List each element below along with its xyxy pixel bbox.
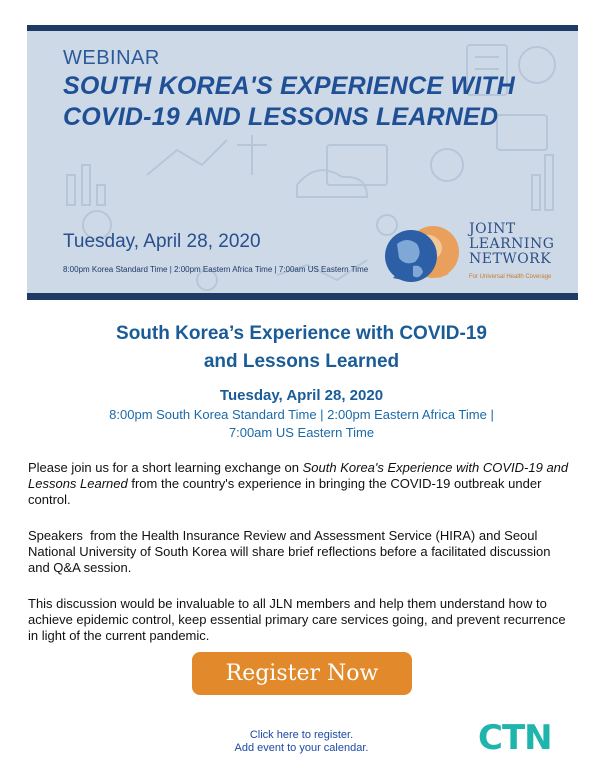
intro-paragraph [28, 460, 573, 508]
ctn-logo: CTN [478, 718, 552, 758]
discussion-paragraph: This discussion would be invaluable to all JLN members and help them understand how to achieve epidemic control, keep essential primary care services going, and prevent recurrence in light of the current pandemic. [28, 596, 566, 643]
headline-line1: South Korea’s Experience with COVID-19 [116, 323, 487, 344]
register-now-button[interactable]: Register Now [192, 652, 412, 695]
event-date: Tuesday, April 28, 2020 [219, 387, 384, 404]
banner-title-line2: COVID-19 AND LESSONS LEARNED [63, 103, 499, 131]
event-times [0, 406, 603, 442]
intro-text-end: from the country's experience in bringing the COVID-19 outbreak under control. [28, 476, 542, 507]
banner-times: 8:00pm Korea Standard Time | 2:00pm Eastern Africa Time | 7:00am US Eastern Time [63, 265, 369, 274]
globe-icon [383, 222, 467, 290]
add-to-calendar-link[interactable]: Add event to your calendar. [234, 742, 369, 754]
jln-logo-line3: NETWORK [469, 251, 552, 267]
banner-webinar-label: WEBINAR [63, 47, 160, 69]
register-link[interactable]: Click here to register. [249, 729, 354, 741]
intro-text-start: Please join us for a short learning exchange on [28, 460, 303, 475]
banner-title-line1: SOUTH KOREA'S EXPERIENCE WITH [63, 72, 516, 100]
jln-logo-line1: JOINT [469, 221, 516, 237]
jln-logo [383, 222, 578, 290]
event-times-line1: 8:00pm South Korea Standard Time | 2:00pm Eastern Africa Time | [109, 407, 494, 422]
event-times-line2: 7:00am US Eastern Time [228, 425, 375, 440]
headline-line2: and Lessons Learned [203, 351, 400, 372]
webinar-banner [27, 25, 578, 300]
banner-bottom-bar [27, 293, 578, 300]
intro-text-italic: South Korea's Experience with COVID-19 and Lessons Learned [28, 460, 569, 491]
jln-logo-subtitle: For Universal Health Coverage [469, 274, 552, 280]
banner-top-bar [27, 25, 578, 31]
banner-title [63, 71, 563, 133]
jln-logo-text [469, 222, 554, 267]
event-headline [0, 320, 603, 376]
speakers-paragraph: Speakers from the Health Insurance Review and Assessment Service (HIRA) and Seoul National University of South Korea will share brief reflections before a facilitated discussion and Q&A session. [28, 528, 555, 575]
jln-logo-line2: LEARNING [469, 236, 555, 252]
banner-date: Tuesday, April 28, 2020 [63, 231, 261, 252]
